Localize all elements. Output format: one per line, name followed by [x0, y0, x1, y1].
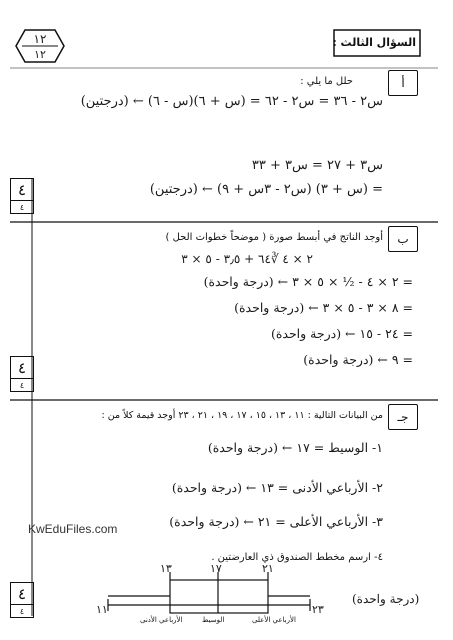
part-b-step-3: = ٢٤ - ١٥ ← (درجة واحدة)	[270, 326, 413, 341]
part-a-label: أ	[388, 70, 418, 96]
part-a-score-top: ٤	[11, 179, 33, 201]
part-a-prompt: حلل ما يلي :	[300, 76, 353, 87]
badge-top: ١٢	[33, 32, 47, 46]
part-a-score-bottom: ٤	[19, 202, 25, 212]
page-title: السؤال الثالث :	[332, 36, 416, 49]
part-c-item-1: ١- الوسيط = ١٧ ← (درجة واحدة)	[207, 440, 383, 455]
part-a-line2a: س٣ + ٢٧ = س٣ + ٣٣	[251, 158, 383, 173]
boxplot-min-value: ١١	[96, 603, 108, 616]
part-b-score-bottom: ٤	[19, 380, 25, 390]
part-c-prompt: من البيانات التالية : ١١ ، ١٣ ، ١٥ ، ١٧ ، ١٩ ، ٢١ ، ٢٣ أوجد قيمة كلاً من :	[101, 410, 383, 421]
box-plot	[108, 572, 310, 613]
badge-bottom: ١٢	[34, 48, 46, 61]
part-b-score	[10, 356, 34, 392]
part-b-step-1: = ٢ × ٤ - ½ × ٥ × ٣ ← (درجة واحدة)	[203, 274, 413, 289]
part-c-score-top: ٤	[11, 583, 33, 605]
part-c-score	[10, 582, 34, 618]
part-b-step-2: = ٨ × ٣ - ٥ × ٣ ← (درجة واحدة)	[234, 300, 413, 315]
part-b-expr: ٢ × ٤ ∛٦٤ + ٣٫٥ - ٥ × ٣	[181, 252, 313, 266]
watermark: KwEduFiles.com	[28, 522, 118, 536]
part-c-item-2: ٢- الأرباعي الأدنى = ١٣ ← (درجة واحدة)	[171, 480, 383, 495]
boxplot-q3-value: ٢١	[262, 562, 274, 575]
boxplot-q3-word: الأرباعي الأعلى	[252, 616, 296, 624]
boxplot-q1-value: ١٣	[160, 562, 172, 575]
part-a-score	[10, 178, 34, 214]
part-b-score-top: ٤	[11, 357, 33, 379]
part-c-label: جـ	[388, 404, 418, 430]
boxplot-side-note: (درجة واحدة)	[352, 592, 420, 606]
part-b-prompt: أوجد الناتج في أبسط صورة ( موضحاً خطوات الحل )	[165, 232, 383, 243]
part-b-step-4: = ٩ ← (درجة واحدة)	[303, 352, 413, 367]
boxplot-max-value: ٢٣	[312, 603, 324, 616]
part-c-item-4: ٤- ارسم مخطط الصندوق ذي العارضتين .	[211, 552, 383, 563]
part-a-line2b: = (س + ٣) (س٢ - ٣س + ٩) ← (درجتين)	[149, 182, 383, 197]
part-a-line1: س٢ - ٣٦ = س٢ - ٦٢ = (س + ٦)(س - ٦) ← (درجتين)	[80, 94, 383, 109]
part-c-score-bottom: ٤	[19, 606, 25, 616]
part-b-label: ب	[388, 226, 418, 252]
part-c-item-3: ٣- الأرباعي الأعلى = ٢١ ← (درجة واحدة)	[169, 514, 383, 529]
boxplot-q1-word: الأرباعي الأدنى	[140, 616, 183, 624]
boxplot-median-word: الوسيط	[202, 616, 225, 624]
boxplot-median-value: ١٧	[210, 562, 222, 575]
